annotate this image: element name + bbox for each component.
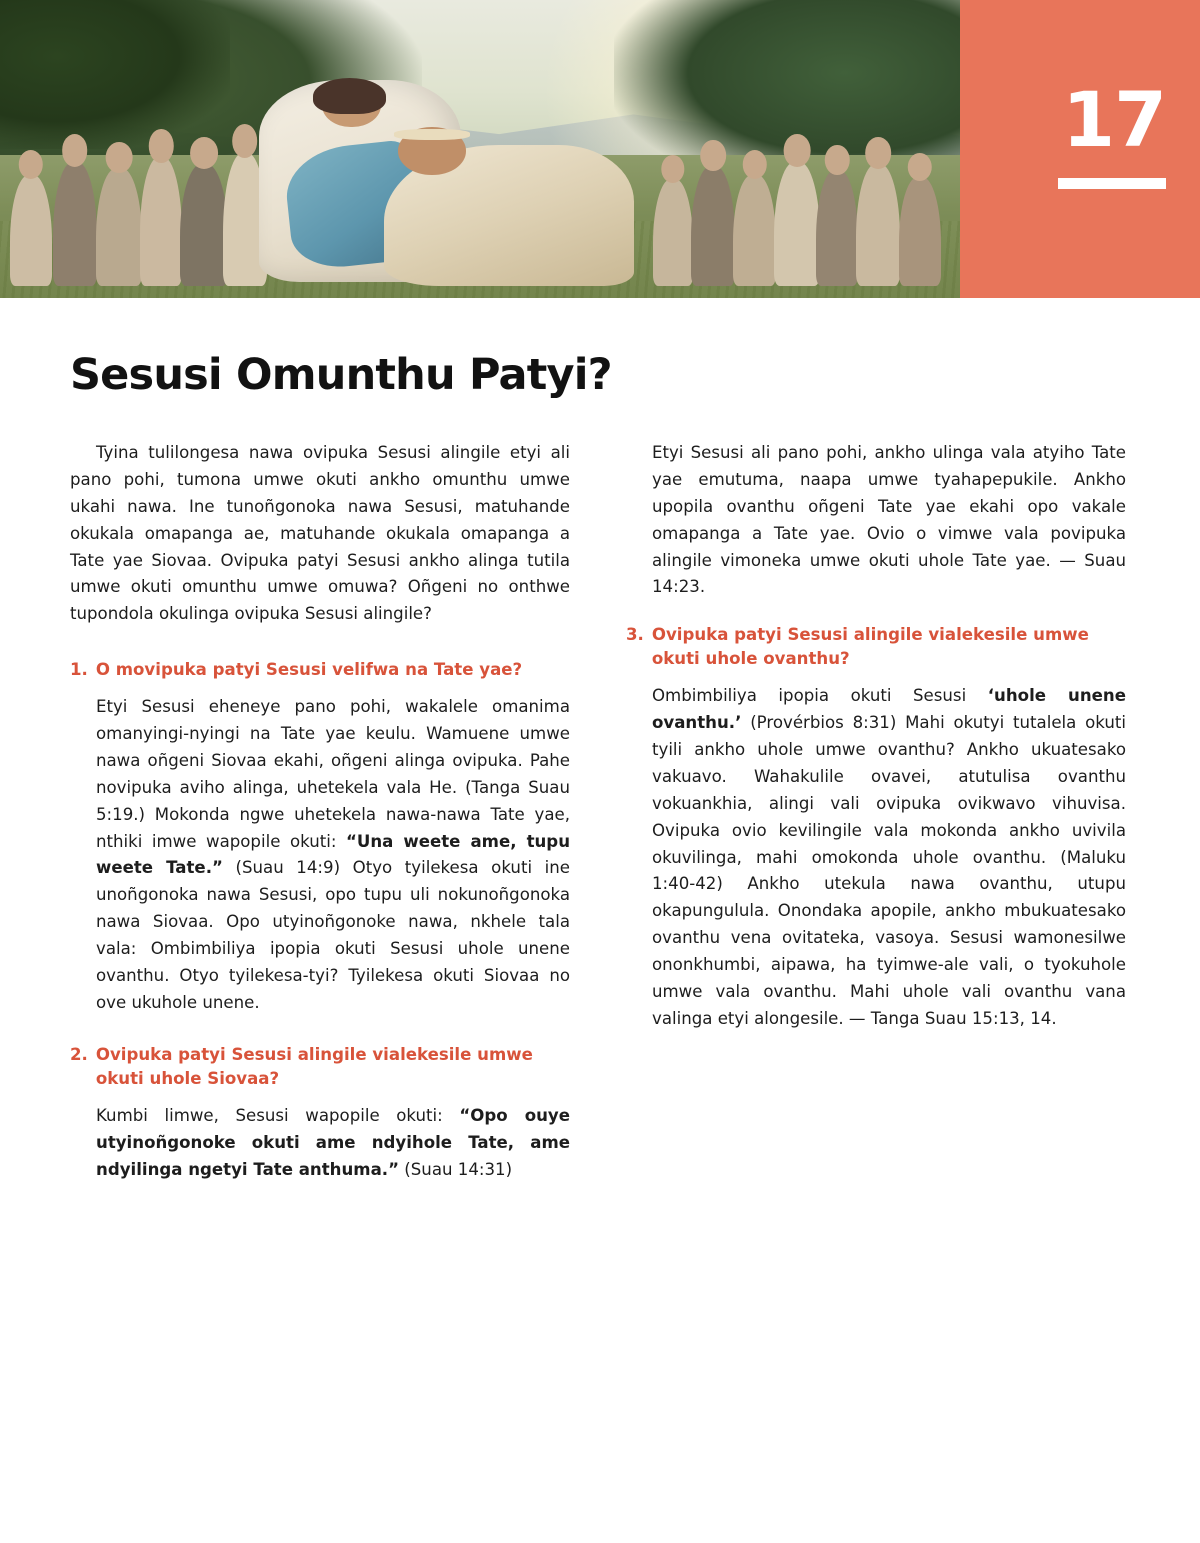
answer-2-part1: Kumbi limwe, Sesusi wapopile okuti: — [96, 1105, 460, 1125]
question-2 — [70, 1043, 570, 1091]
intro-paragraph: Tyina tulilongesa nawa ovipuka Sesusi alingile etyi ali pano pohi, tumona umwe okuti ankho omunthu umwe ukahi nawa. Ine tunoñgonoka nawa Sesusi, matuhande okukala omapanga ae, matuhande okukala omapanga a Tate yae Siovaa. Ovipuka patyi Sesusi ankho alinga tutila umwe okuti omunthu umwe omuwa? Oñgeni no onthwe tupondola okulinga ovipuka Sesusi alingile? — [70, 443, 570, 624]
article-body — [0, 298, 1200, 1201]
question-3 — [626, 623, 1126, 671]
question-2-text: Ovipuka patyi Sesusi alingile vialekesile umwe okuti uhole Siovaa? — [95, 1044, 533, 1088]
question-3-number: 3. — [626, 625, 644, 645]
crowd-figure — [733, 175, 775, 287]
answer-3 — [626, 683, 1126, 1032]
crowd-figure — [140, 157, 182, 286]
answer-3-part1: Ombimbiliya ipopia okuti Sesusi — [652, 686, 988, 706]
page-title: Sesusi Omunthu Patyi? — [70, 350, 612, 400]
chapter-number-underline — [1058, 178, 1166, 189]
illustration-crowd — [0, 72, 960, 287]
right-lead-paragraph: Etyi Sesusi ali pano pohi, ankho ulinga vala atyiho Tate yae emutuma, naapa umwe tyahapepukile. Ankho upopila ovanthu oñgeni Tate yae ekahi opo vakale omapanga a Tate yae. Ovio o vimwe vala povipuka alingile vimoneka umwe okuti uhole Tate yae. — Suau 14:23. — [652, 443, 1126, 597]
left-column — [70, 440, 570, 1201]
crowd-figure — [53, 162, 97, 286]
chapter-number: 17 — [1062, 75, 1166, 164]
crowd-figure — [10, 175, 52, 287]
answer-2-scripture-quote: “Opo ouye utyinoñgonoke okuti ame ndyihole Tate, ame ndyilinga ngetyi Tate anthuma.” — [96, 1105, 571, 1179]
question-2-number: 2. — [70, 1044, 88, 1064]
question-1-number: 1. — [70, 660, 88, 680]
answer-1-part2: (Suau 14:9) Otyo tyilekesa okuti ine unoñgonoka nawa Sesusi, opo tupu uli nokunoñgonoka nawa Siovaa. Opo utyinoñgonoke nawa, nkhele tala vala: Ombimbiliya ipopia okuti Sesusi uhole unene ovanthu. Otyo tyilekesa-tyi? Tyilekesa okuti Siovaa no ove ukuhole unene. — [96, 858, 570, 1012]
question-1 — [70, 658, 570, 682]
two-column-layout — [70, 440, 1130, 1201]
answer-2-part2: (Suau 14:31) — [399, 1159, 513, 1179]
figure-jesus-hair — [313, 78, 386, 114]
answer-1 — [70, 694, 570, 1017]
figure-kneeling-man-headband — [394, 129, 471, 140]
chapter-illustration — [0, 0, 960, 298]
answer-3-part2: (Provérbios 8:31) Mahi okutyi tutalela okuti tyili ankho uhole umwe ovanthu? Ankho ukuatesako vakuavo. Wahakulile ovavei, atutulisa ovanthu vokuankhia, alingi vali ovipuka ovikwavo vihuvisa. Ovipuka ovio kevilingile vala mokonda ankho uvivila okuvilinga, mahi omokonda uhole ovanthu. (Maluku 1:40-42) Ankho utekula nawa ovanthu, utupu okapungulula. Onondaka apopile, ankho mbukuatesako ovanthu vena ovitateka, vasoya. Sesusi wamonesilwe ononkhumbi, aipawa, ha tyimwe-ale vali, o tyokuhole umwe vala ovanthu. Mahi uhole vali ovanthu vana valinga etyi alongesile. — Tanga Suau 15:13, 14. — [652, 713, 1126, 1028]
question-3-text: Ovipuka patyi Sesusi alingile vialekesile umwe okuti uhole ovanthu? — [651, 625, 1089, 669]
question-1-text: O movipuka patyi Sesusi velifwa na Tate yae? — [95, 660, 523, 680]
crowd-figure — [691, 166, 735, 286]
crowd-figure — [180, 164, 228, 286]
crowd-figure — [856, 164, 900, 286]
chapter-number-block — [960, 0, 1200, 298]
answer-1-scripture-quote: “Una weete ame, tupu weete Tate.” — [96, 831, 571, 878]
crowd-figure — [816, 170, 858, 286]
crowd-figure — [96, 168, 142, 286]
answer-1-part1: Etyi Sesusi eheneye pano pohi, wakalele omanima omanyingi-nyingi na Tate yae keulu. Wamuene umwe nawa oñgeni Siovaa ekahi, oñgeni alinga ovipuka. Pahe novipuka aviho alinga, uhetekela vala He. (Tanga Suau 5:19.) Mokonda ngwe uhetekela nawa-nawa Tate yae, nthiki imwe wapopile okuti: — [96, 697, 570, 851]
right-column — [626, 440, 1126, 1201]
answer-3-scripture-quote: ‘uhole unene ovanthu.’ — [652, 686, 1127, 733]
crowd-figure — [774, 162, 820, 286]
hero-banner — [0, 0, 1200, 298]
answer-2 — [70, 1103, 570, 1184]
crowd-figure — [653, 179, 693, 286]
crowd-figure — [899, 177, 941, 286]
